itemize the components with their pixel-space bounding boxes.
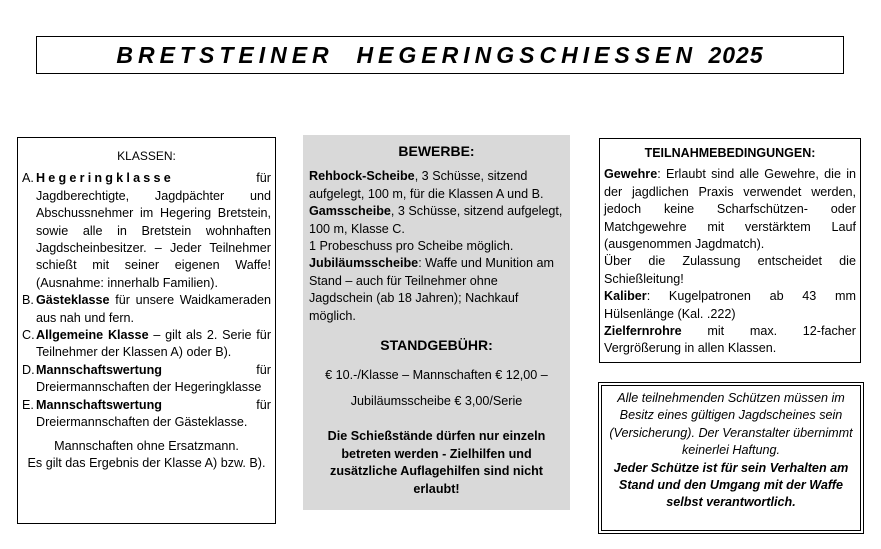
page-title	[116, 42, 763, 69]
klassen-item-d	[22, 362, 271, 397]
jubilaeum-desc: : Waffe und Munition am Stand – auch für Teilnehmer ohne Jagdschein (ab 18 Jahren); Nachkauf möglich.	[309, 256, 554, 323]
title-banner	[36, 36, 844, 74]
rehbock-label: Rehbock-Scheibe	[309, 169, 415, 184]
standgebuehr-heading: STANDGEBÜHR:	[380, 337, 493, 354]
item-text	[36, 327, 271, 362]
item-bold: Allgemeine Klasse	[36, 328, 149, 343]
item-letter: D.	[22, 362, 35, 377]
kaliber-text	[604, 288, 856, 323]
haftung-text: Alle teilnehmenden Schützen müssen im Besitz eines gültigen Jagdscheines sein (Versicherung). Der Veranstalter übernimmt keinerlei Haftung.	[609, 391, 853, 458]
note-line-1: Mannschaften ohne Ersatzmann.	[54, 438, 239, 453]
item-rest: für Jagdberechtigte, Jagdpächter und Abschussnehmer im Hegering Bretstein, sowie alle in Bretstein wohnhaften Jagdscheinbesitzer. – Jeder Teilnehmer schießt mit seiner eigenen Waffe! (Ausnahme: innerhalb Familien).	[36, 171, 271, 290]
fee-line-2: Jubiläumsscheibe € 3,00/Serie	[350, 394, 523, 409]
bewerbe-heading: BEWERBE:	[398, 143, 475, 159]
item-rest: für Dreiermannschaften der Gästeklasse.	[36, 397, 271, 430]
zielfernrohre-desc: mit max. 12-facher Vergrößerung in allen Klassen.	[604, 324, 856, 356]
title-main: BRETSTEINER HEGERINGSCHIESSEN	[116, 41, 698, 68]
item-text	[36, 292, 271, 327]
rehbock-text	[309, 168, 564, 203]
klassen-heading: KLASSEN:	[117, 149, 176, 163]
jubilaeum-text	[309, 255, 564, 325]
jubilaeum-label: Jubiläumsscheibe	[309, 256, 419, 271]
gewehre-text	[604, 166, 856, 253]
item-letter: E.	[22, 397, 34, 412]
zielfernrohre-text	[604, 323, 856, 358]
gewehre-desc: : Erlaubt sind alle Gewehre, die in der jagdlichen Praxis verwendet werden, jedoch keine Scharfschützen- oder Matchgewehre mit verstärktem Lauf (ausgenommen Jagdmatch).	[604, 167, 856, 252]
gewehre-label: Gewehre	[604, 167, 658, 182]
item-bold: Mannschaftswertung	[36, 362, 162, 377]
teilnahme-heading: TEILNAHMEBEDINGUNGEN:	[644, 146, 816, 160]
zielfernrohre-label: Zielfernrohre	[604, 324, 682, 339]
klassen-item-c	[22, 327, 271, 362]
item-bold: Mannschaftswertung	[36, 397, 162, 412]
gams-label: Gamsscheibe	[309, 204, 391, 219]
klassen-note	[22, 438, 271, 473]
item-text	[36, 397, 271, 432]
haftung-strong: Jeder Schütze ist für sein Verhalten am Stand und den Umgang mit der Waffe selbst verantwortlich.	[613, 460, 849, 510]
fee-line-1: € 10.-/Klasse – Mannschaften € 12,00 –	[325, 368, 548, 383]
klassen-box	[17, 137, 276, 524]
item-bold: Hegeringklasse	[36, 171, 174, 186]
item-letter: A.	[22, 171, 34, 186]
kaliber-desc: : Kugelpatronen ab 43 mm Hülsenlänge (Kal. .222)	[604, 289, 856, 321]
klassen-item-a	[22, 170, 271, 292]
item-letter: C.	[22, 328, 35, 343]
item-rest: – gilt als 2. Serie für Teilnehmer der Klassen A) oder B).	[36, 328, 272, 360]
gams-text	[309, 203, 564, 238]
teilnahme-box	[599, 138, 861, 363]
item-text	[36, 170, 271, 292]
kaliber-label: Kaliber	[604, 289, 647, 304]
bewerbe-box	[303, 135, 570, 510]
title-year: 2025	[708, 41, 764, 68]
item-bold: Gästeklasse	[36, 293, 110, 308]
probeschuss-text: 1 Probeschuss pro Scheibe möglich.	[309, 239, 514, 254]
klassen-item-e	[22, 397, 271, 432]
item-text	[36, 362, 271, 397]
item-rest: für unsere Waidkameraden aus nah und fern.	[36, 293, 271, 325]
rehbock-desc: , 3 Schüsse, sitzend aufgelegt, 100 m, für die Klassen A und B.	[309, 169, 544, 201]
zulassung-text: Über die Zulassung entscheidet die Schießleitung!	[604, 254, 856, 286]
klassen-item-b	[22, 292, 271, 327]
note-line-2: Es gilt das Ergebnis der Klasse A) bzw. B).	[27, 455, 266, 470]
gams-desc: , 3 Schüsse, sitzend aufgelegt, 100 m, Klasse C.	[309, 204, 563, 236]
item-rest: für Dreiermannschaften der Hegeringklasse	[36, 362, 271, 395]
haftung-box	[601, 385, 861, 531]
stand-warning: Die Schießstände dürfen nur einzeln betreten werden - Zielhilfen und zusätzliche Auflagehilfen sind nicht erlaubt!	[327, 429, 546, 496]
item-letter: B.	[22, 293, 34, 308]
